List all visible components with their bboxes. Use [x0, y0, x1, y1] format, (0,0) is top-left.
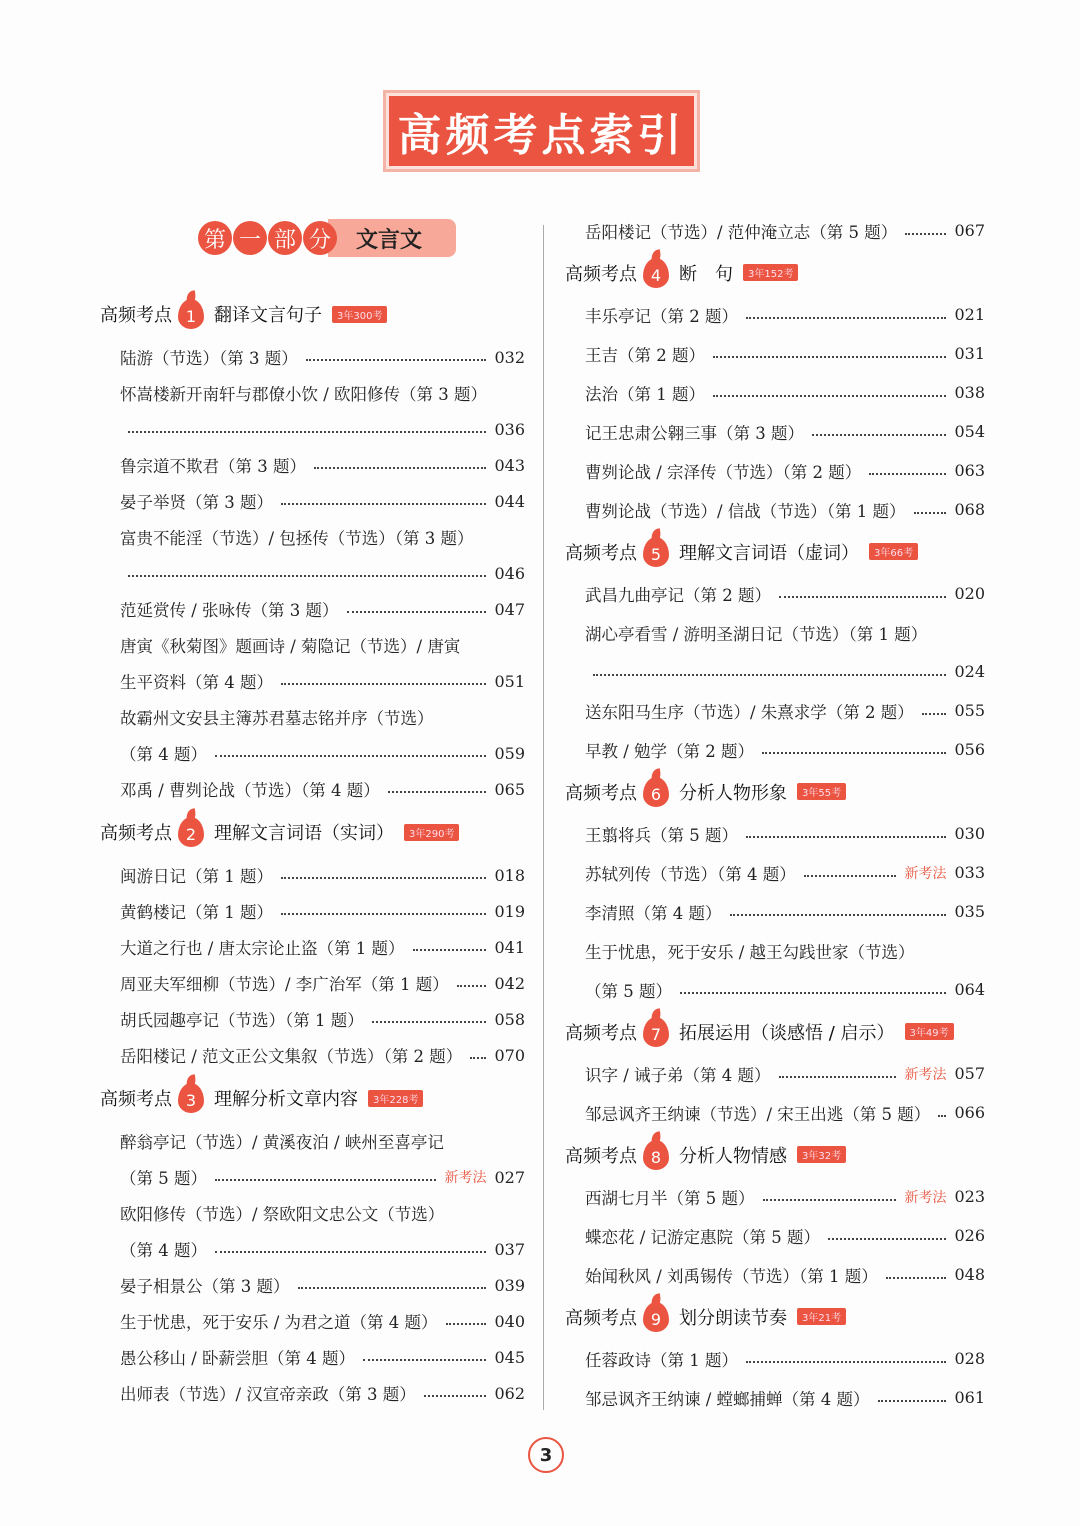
- page-number: 3: [528, 1437, 564, 1473]
- entry-title: 闽游日记（第 1 题）: [120, 867, 273, 886]
- dot-leader: [372, 1021, 487, 1023]
- dot-leader: [215, 1179, 436, 1181]
- dot-leader: [470, 1057, 486, 1059]
- entry-page: 018: [494, 865, 525, 885]
- topic-prefix: 高频考点: [565, 263, 637, 285]
- entry-page: 040: [494, 1311, 525, 1331]
- entry-page: 023: [954, 1187, 985, 1206]
- dot-leader: [424, 1395, 487, 1397]
- frequency-badge: 3年290考: [404, 824, 459, 841]
- flame-icon: 1: [178, 299, 204, 329]
- dot-leader: [388, 791, 487, 793]
- entry-page: 032: [494, 347, 525, 367]
- index-entry[interactable]: [100, 339, 525, 375]
- entry-page: 030: [954, 824, 985, 843]
- index-entry[interactable]: [565, 1177, 985, 1216]
- dot-leader: [905, 233, 946, 235]
- entry-title: 范延赏传 / 张咏传（第 3 题）: [120, 601, 339, 620]
- entry-page: 027: [494, 1167, 525, 1187]
- entry-title: 邹忌讽齐王纳谏 / 螳螂捕蝉（第 4 题）: [585, 1389, 870, 1409]
- dot-leader: [306, 359, 487, 361]
- index-entry[interactable]: [100, 1123, 525, 1159]
- new-method-tag: 新考法: [904, 1189, 947, 1206]
- dot-leader: [128, 431, 486, 433]
- entry-page: 061: [954, 1388, 985, 1407]
- entry-page: 046: [494, 563, 525, 583]
- entry-page: 021: [954, 305, 985, 324]
- dot-leader: [215, 755, 486, 757]
- entry-title: 早教 / 勉学（第 2 题）: [585, 741, 755, 761]
- index-entry[interactable]: [565, 451, 985, 490]
- index-entry[interactable]: [100, 663, 525, 699]
- part-header: [198, 218, 456, 258]
- index-entry[interactable]: [100, 1375, 525, 1411]
- index-entry[interactable]: [100, 627, 525, 663]
- entry-title: 胡氏园趣亭记（节选）（第 1 题）: [120, 1011, 364, 1030]
- flame-icon: 7: [643, 1017, 669, 1047]
- title-banner: [383, 90, 700, 172]
- entry-title: 丰乐亭记（第 2 题）: [585, 306, 738, 326]
- entry-title: 蝶恋花 / 记游定惠院（第 5 题）: [585, 1227, 821, 1247]
- entry-title: 曹刿论战（节选）/ 信战（节选）（第 1 题）: [585, 501, 906, 521]
- part-char: 一: [233, 221, 267, 255]
- topic-prefix: 高频考点: [100, 305, 172, 326]
- index-entry[interactable]: [100, 1303, 525, 1339]
- entry-page: 035: [954, 902, 985, 921]
- entry-title: 湖心亭看雪 / 游明圣湖日记（节选）（第 1 题）: [585, 624, 928, 644]
- topic-name: 理解文言词语（实词）: [214, 823, 394, 844]
- entry-title: 醉翁亭记（节选）/ 黄溪夜泊 / 峡州至喜亭记: [120, 1133, 444, 1152]
- dot-leader: [281, 683, 486, 685]
- frequency-badge: 3年300考: [332, 306, 387, 323]
- index-entry[interactable]: [100, 1001, 525, 1037]
- index-entry[interactable]: [565, 373, 985, 412]
- index-entry[interactable]: [565, 931, 985, 970]
- dot-leader: [886, 1277, 947, 1279]
- dot-leader: [763, 1199, 897, 1201]
- entry-title: 生于忧患，死于安乐 / 越王勾践世家（节选）: [585, 942, 915, 962]
- index-entry[interactable]: [100, 1339, 525, 1375]
- topic-header: [100, 1073, 525, 1123]
- topic-header: [565, 529, 985, 574]
- entry-title: 西湖七月半（第 5 题）: [585, 1188, 755, 1208]
- index-entry[interactable]: [565, 853, 985, 892]
- entry-title: 晏子举贤（第 3 题）: [120, 493, 273, 512]
- topic-name: 分析人物形象: [679, 782, 787, 804]
- entry-title: （第 4 题）: [120, 1241, 207, 1260]
- new-method-tag: 新考法: [904, 1066, 947, 1083]
- frequency-badge: 3年152考: [743, 264, 798, 281]
- index-entry[interactable]: [100, 893, 525, 929]
- topic-prefix: 高频考点: [565, 1145, 637, 1167]
- dot-leader: [314, 467, 486, 469]
- index-entry[interactable]: [100, 1267, 525, 1303]
- dot-leader: [878, 1400, 947, 1402]
- entry-title: （第 5 题）: [585, 981, 672, 1001]
- dot-leader: [746, 1361, 946, 1363]
- dot-leader: [779, 596, 946, 598]
- entry-title: 陆游（节选）（第 3 题）: [120, 349, 298, 368]
- part-char: 部: [268, 221, 302, 255]
- entry-title: 黄鹤楼记（第 1 题）: [120, 903, 273, 922]
- index-entry[interactable]: [565, 892, 985, 931]
- dot-leader: [457, 985, 487, 987]
- index-entry[interactable]: [565, 1054, 985, 1093]
- part-char: 第: [198, 221, 232, 255]
- topic-prefix: 高频考点: [565, 1307, 637, 1329]
- topic-prefix: 高频考点: [565, 1022, 637, 1044]
- topic-prefix: 高频考点: [565, 782, 637, 804]
- index-entry[interactable]: [565, 574, 985, 613]
- frequency-badge: 3年32考: [797, 1146, 846, 1163]
- dot-leader: [413, 949, 487, 951]
- entry-title: 愚公移山 / 卧薪尝胆（第 4 题）: [120, 1349, 356, 1368]
- dot-leader: [363, 1359, 486, 1361]
- entry-title: 生于忧患，死于安乐 / 为君之道（第 4 题）: [120, 1313, 438, 1332]
- frequency-badge: 3年55考: [797, 783, 846, 800]
- index-entry[interactable]: [100, 929, 525, 965]
- index-entry[interactable]: [565, 814, 985, 853]
- flame-icon: 3: [178, 1083, 204, 1113]
- dot-leader: [730, 914, 947, 916]
- part-char: 分: [303, 221, 337, 255]
- flame-icon: 6: [643, 777, 669, 807]
- index-entry[interactable]: [100, 447, 525, 483]
- index-entry[interactable]: [565, 334, 985, 373]
- index-entry[interactable]: [565, 970, 985, 1009]
- entry-page: 048: [954, 1265, 985, 1284]
- entry-title: 任蓉政诗（第 1 题）: [585, 1350, 738, 1370]
- entry-page: 070: [494, 1045, 525, 1065]
- index-entry[interactable]: [565, 730, 985, 769]
- topic-header: [565, 1132, 985, 1177]
- index-entry[interactable]: [565, 613, 985, 652]
- entry-title: 武昌九曲亭记（第 2 题）: [585, 585, 771, 605]
- right-column: [565, 211, 985, 1417]
- entry-page: 067: [954, 221, 985, 240]
- index-entry[interactable]: [100, 555, 525, 591]
- topic-prefix: 高频考点: [100, 823, 172, 844]
- index-entry[interactable]: [100, 411, 525, 447]
- frequency-badge: 3年66考: [869, 543, 918, 560]
- topic-header: [565, 1009, 985, 1054]
- entry-page: 064: [954, 980, 985, 999]
- entry-title: （第 5 题）: [120, 1169, 207, 1188]
- entry-title: 生平资料（第 4 题）: [120, 673, 273, 692]
- entry-title: 大道之行也 / 唐太宗论止盗（第 1 题）: [120, 939, 405, 958]
- topic-name: 理解文言词语（虚词）: [679, 542, 859, 564]
- topic-name: 划分朗读节奏: [679, 1307, 787, 1329]
- dot-leader: [746, 317, 946, 319]
- entry-title: 岳阳楼记 / 范文正公文集叙（节选）（第 2 题）: [120, 1047, 463, 1066]
- entry-title: 欧阳修传（节选）/ 祭欧阳文忠公文（节选）: [120, 1205, 445, 1224]
- topic-name: 拓展运用（谈感悟 / 启示）: [679, 1022, 895, 1044]
- entry-page: 063: [954, 461, 985, 480]
- index-entry[interactable]: [565, 652, 985, 691]
- index-entry[interactable]: [100, 771, 525, 807]
- entry-title: 岳阳楼记（节选）/ 范仲淹立志（第 5 题）: [585, 222, 898, 242]
- entry-title: 故霸州文安县主簿苏君墓志铭并序（节选）: [120, 709, 434, 728]
- entry-title: 王吉（第 2 题）: [585, 345, 705, 365]
- dot-leader: [762, 752, 946, 754]
- index-entry[interactable]: [565, 1339, 985, 1378]
- entry-page: 024: [954, 662, 985, 681]
- entry-page: 057: [954, 1064, 985, 1083]
- entry-title: 唐寅《秋菊图》题画诗 / 菊隐记（节选）/ 唐寅: [120, 637, 461, 656]
- index-entry[interactable]: [100, 1195, 525, 1231]
- index-entry[interactable]: [100, 519, 525, 555]
- frequency-badge: 3年228考: [368, 1090, 423, 1107]
- index-entry[interactable]: [100, 375, 525, 411]
- dot-leader: [869, 473, 946, 475]
- entry-page: 066: [954, 1103, 985, 1122]
- dot-leader: [281, 877, 486, 879]
- entry-title: 识字 / 诫子弟（第 4 题）: [585, 1065, 771, 1085]
- index-entry[interactable]: [100, 699, 525, 735]
- entry-page: 045: [494, 1347, 525, 1367]
- index-entry[interactable]: [565, 1216, 985, 1255]
- entry-page: 026: [954, 1226, 985, 1245]
- dot-leader: [804, 875, 897, 877]
- index-entry[interactable]: [565, 295, 985, 334]
- new-method-tag: 新考法: [904, 865, 947, 882]
- dot-leader: [298, 1287, 487, 1289]
- dot-leader: [914, 512, 947, 514]
- topic-name: 分析人物情感: [679, 1145, 787, 1167]
- topic-header: [565, 769, 985, 814]
- page-title: 高频考点索引: [397, 110, 686, 161]
- entry-title: 记王忠肃公翱三事（第 3 题）: [585, 423, 804, 443]
- index-entry[interactable]: [100, 857, 525, 893]
- flame-icon: 4: [643, 258, 669, 288]
- dot-leader: [828, 1238, 946, 1240]
- entry-title: 怀嵩楼新开南轩与郡僚小饮 / 欧阳修传（第 3 题）: [120, 385, 488, 404]
- topic-header: [100, 807, 525, 857]
- entry-page: 033: [954, 863, 985, 882]
- entry-page: 068: [954, 500, 985, 519]
- flame-icon: 5: [643, 537, 669, 567]
- entry-page: 062: [494, 1383, 525, 1403]
- entry-title: 曹刿论战 / 宗泽传（节选）（第 2 题）: [585, 462, 862, 482]
- new-method-tag: 新考法: [444, 1170, 487, 1186]
- entry-title: 周亚夫军细柳（节选）/ 李广治军（第 1 题）: [120, 975, 449, 994]
- entry-page: 028: [954, 1349, 985, 1368]
- dot-leader: [746, 836, 946, 838]
- entry-title: 送东阳马生序（节选）/ 朱熹求学（第 2 题）: [585, 702, 914, 722]
- entry-page: 056: [954, 740, 985, 759]
- flame-icon: 2: [178, 817, 204, 847]
- entry-title: 苏轼列传（节选）（第 4 题）: [585, 864, 796, 884]
- index-entry[interactable]: [565, 1255, 985, 1294]
- topic-name: 断 句: [679, 263, 733, 285]
- topic-header: [100, 289, 525, 339]
- entry-page: 043: [494, 455, 525, 475]
- entry-title: 邓禹 / 曹刿论战（节选）（第 4 题）: [120, 781, 380, 800]
- entry-title: 邹忌讽齐王纳谏（节选）/ 宋王出逃（第 5 题）: [585, 1104, 931, 1124]
- entry-title: （第 4 题）: [120, 745, 207, 764]
- entry-page: 059: [494, 743, 525, 763]
- index-entry[interactable]: [565, 1378, 985, 1417]
- entry-page: 037: [494, 1239, 525, 1259]
- entry-page: 019: [494, 901, 525, 921]
- index-entry[interactable]: [100, 483, 525, 519]
- dot-leader: [779, 1076, 897, 1078]
- entry-title: 始闻秋风 / 刘禹锡传（节选）（第 1 题）: [585, 1266, 878, 1286]
- entry-title: 李清照（第 4 题）: [585, 903, 722, 923]
- index-entry[interactable]: [565, 1093, 985, 1132]
- dot-leader: [281, 503, 486, 505]
- topic-name: 翻译文言句子: [214, 305, 322, 326]
- dot-leader: [713, 395, 946, 397]
- topic-prefix: 高频考点: [100, 1089, 172, 1110]
- index-entry[interactable]: [565, 691, 985, 730]
- dot-leader: [446, 1323, 487, 1325]
- topic-header: [565, 1294, 985, 1339]
- dot-leader: [938, 1115, 946, 1117]
- entry-title: 法治（第 1 题）: [585, 384, 705, 404]
- dot-leader: [713, 356, 946, 358]
- frequency-badge: 3年21考: [797, 1308, 846, 1325]
- dot-leader: [922, 713, 947, 715]
- entry-title: 鲁宗道不欺君（第 3 题）: [120, 457, 306, 476]
- index-entry[interactable]: [100, 965, 525, 1001]
- entry-page: 058: [494, 1009, 525, 1029]
- entry-page: 042: [494, 973, 525, 993]
- dot-leader: [215, 1251, 486, 1253]
- left-column: [100, 289, 525, 1411]
- index-entry[interactable]: [565, 211, 985, 250]
- flame-icon: 8: [643, 1140, 669, 1170]
- index-entry[interactable]: [100, 1231, 525, 1267]
- entry-page: 036: [494, 419, 525, 439]
- index-entry[interactable]: [100, 1037, 525, 1073]
- dot-leader: [593, 674, 946, 676]
- entry-page: 038: [954, 383, 985, 402]
- topic-header: [565, 250, 985, 295]
- index-entry[interactable]: [100, 1159, 525, 1195]
- entry-title: 晏子相景公（第 3 题）: [120, 1277, 290, 1296]
- dot-leader: [128, 575, 486, 577]
- entry-page: 047: [494, 599, 525, 619]
- dot-leader: [680, 992, 946, 994]
- entry-page: 020: [954, 584, 985, 603]
- entry-page: 044: [494, 491, 525, 511]
- entry-page: 041: [494, 937, 525, 957]
- entry-page: 055: [954, 701, 985, 720]
- entry-title: 出师表（节选）/ 汉宣帝亲政（第 3 题）: [120, 1385, 416, 1404]
- entry-page: 054: [954, 422, 985, 441]
- entry-page: 065: [494, 779, 525, 799]
- column-divider: [543, 225, 544, 1410]
- topic-name: 理解分析文章内容: [214, 1089, 358, 1110]
- entry-page: 031: [954, 344, 985, 363]
- dot-leader: [347, 611, 487, 613]
- dot-leader: [812, 434, 946, 436]
- topic-prefix: 高频考点: [565, 542, 637, 564]
- entry-title: 富贵不能淫（节选）/ 包拯传（节选）（第 3 题）: [120, 529, 474, 548]
- entry-page: 039: [494, 1275, 525, 1295]
- index-entry[interactable]: [100, 735, 525, 771]
- frequency-badge: 3年49考: [905, 1023, 954, 1040]
- flame-icon: 9: [643, 1302, 669, 1332]
- index-entry[interactable]: [565, 490, 985, 529]
- entry-page: 051: [494, 671, 525, 691]
- index-entry[interactable]: [100, 591, 525, 627]
- index-entry[interactable]: [565, 412, 985, 451]
- entry-title: 王翦将兵（第 5 题）: [585, 825, 738, 845]
- dot-leader: [281, 913, 486, 915]
- part-name: 文言文: [328, 219, 456, 257]
